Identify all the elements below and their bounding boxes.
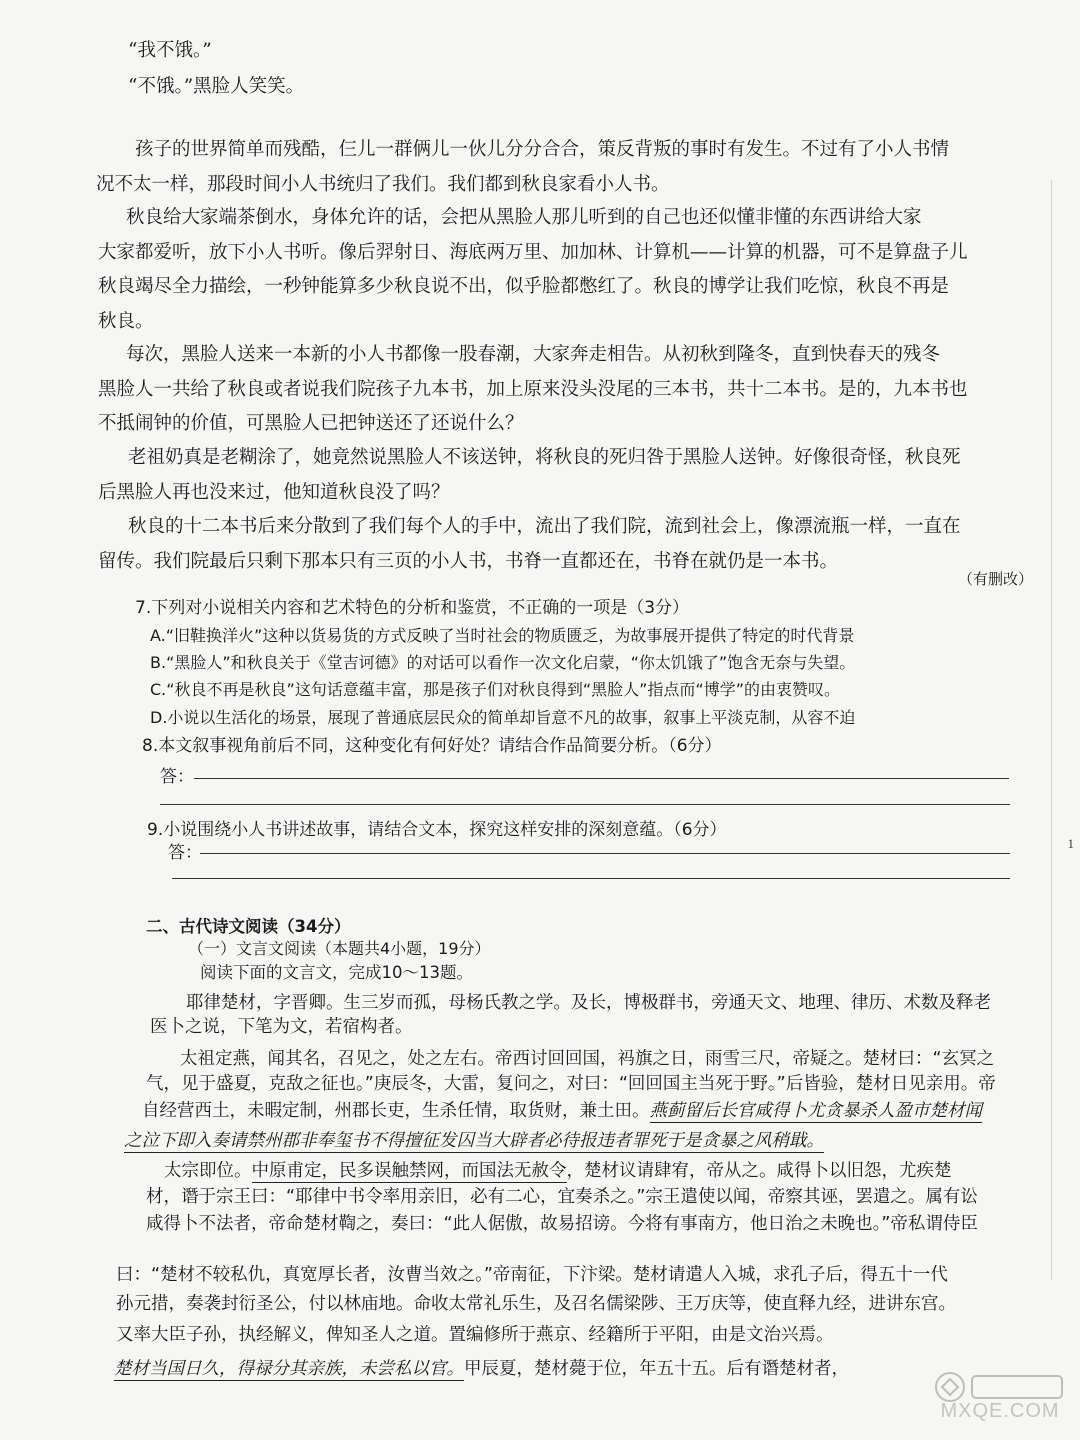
classical-line — [124, 1128, 824, 1154]
option-b: B.“黑脸人”和秋良关于《堂吉诃德》的对话可以看作一次文化启蒙，“你太饥饿了”饱含无奈与失望。 — [150, 653, 856, 672]
story-line: 孩子的世界简单而残酷，仨儿一群俩儿一伙儿分分合合，策反背叛的事时有发生。不过有了小人书情 — [135, 139, 950, 160]
underlined-phrase: 楚材当国日久，得禄分其亲族，未尝私以官。 — [114, 1359, 464, 1379]
watermark-logo — [930, 1370, 1070, 1432]
answer-line[interactable] — [172, 878, 1010, 879]
subsection-title: （一）文言文阅读（本题共4小题，19分） — [188, 939, 491, 958]
classical-line: 医卜之说，下笔为文，若宿构者。 — [150, 1017, 413, 1037]
underlined-phrase: 中原甫定，民多误触禁网，而国法无赦令 — [251, 1161, 567, 1181]
story-line: 老祖奶真是老糊涂了，她竟然说黑脸人不该送钟，将秋良的死归咎于黑脸人送钟。好像很奇怪，秋良死 — [128, 447, 961, 468]
classical-line — [114, 1356, 849, 1382]
answer-line[interactable] — [160, 804, 1010, 805]
classical-line: 材，谮于宗王曰：“耶律中书令率用亲旧，必有二心，宜奏杀之。”宗王遣使以闻，帝察其诬，罢遣之。属有讼 — [146, 1187, 978, 1207]
story-line: 后黑脸人再也没来过，他知道秋良没了吗？ — [98, 482, 450, 503]
answer-label: 答： — [160, 767, 194, 787]
question-9: 9.小说围绕小人书讲述故事，请结合文本，探究这样安排的深刻意蕴。（6分） — [147, 820, 727, 840]
underlined-passage: 之泣下即入奏请禁州郡非奉玺书不得擅征发囚当大辟者必待报违者罪死于是贪暴之风稍戢。 — [124, 1131, 824, 1151]
classical-line — [164, 1158, 952, 1184]
story-line: 大家都爱听，放下小人书听。像后羿射日、海底两万里、加加林、计算机——计算的机器，可不是算盘子儿 — [98, 242, 968, 263]
instruction: 阅读下面的文言文，完成10～13题。 — [200, 963, 473, 982]
section-title: 二、古代诗文阅读（34分） — [146, 917, 351, 936]
classical-line — [142, 1098, 982, 1124]
classical-line: 咸得卜不法者，帝命楚材鞫之，奏曰：“此人倨傲，故易招谤。今将有事南方，他日治之未晚也。”帝私谓侍臣 — [146, 1214, 978, 1234]
source-note: （有删改） — [958, 570, 1034, 588]
story-line: “不饿。”黑脸人笑笑。 — [128, 76, 305, 97]
story-line: 黑脸人一共给了秋良或者说我们院孩子九本书，加上原来没头没尾的三本书，共十二本书。是的，九本书也 — [98, 379, 968, 400]
watermark-text: MXQE.COM — [940, 1400, 1060, 1422]
classical-line: 孙元措，奏袭封衍圣公，付以林庙地。命收太常礼乐生，及召名儒梁陟、王万庆等，使直释九经，进讲东宫。 — [116, 1294, 956, 1314]
classical-text: ，楚材议请肆宥，帝从之。咸得卜以旧怨，尤疾楚 — [566, 1161, 952, 1181]
story-line: 秋良。 — [98, 311, 154, 332]
option-d: D.小说以生活化的场景，展现了普通底层民众的简单却旨意不凡的故事，叙事上平淡克制，从容不迫 — [150, 708, 856, 727]
story-line: 每次，黑脸人送来一本新的小人书都像一股春潮，大家奔走相告。从初秋到隆冬，直到快春天的残冬 — [126, 344, 941, 365]
classical-text: 甲辰夏，楚材薨于位，年五十五。后有谮楚材者， — [464, 1359, 849, 1379]
option-c: C.“秋良不再是秋良”这句话意蕴丰富，那是孩子们对秋良得到“黑脸人”指点而“博学”的由衷赞叹。 — [150, 680, 840, 699]
story-line: “我不饿。” — [128, 40, 212, 61]
classical-line: 又率大臣子孙，执经解义，俾知圣人之道。置编修所于燕京、经籍所于平阳，由是文治兴焉。 — [116, 1325, 834, 1345]
classical-line: 气，见于盛夏，克敌之征也。”庚辰冬，大雷，复问之，对曰：“回回国主当死于野。”后皆验，楚材日见亲用。帝 — [146, 1074, 996, 1094]
underlined-passage: 燕蓟留后长官咸得卜尤贪暴杀人盈市楚材闻 — [649, 1101, 982, 1121]
story-line: 留传。我们院最后只剩下那本只有三页的小人书，书脊一直都还在，书脊在就仍是一本书。 — [98, 551, 839, 572]
page-edge-line — [1051, 180, 1052, 1280]
answer-line[interactable] — [200, 853, 1010, 854]
watermark-icon — [930, 1370, 1070, 1404]
option-a: A.“旧鞋换洋火”这种以货易货的方式反映了当时社会的物质匮乏，为故事展开提供了特定的时代背景 — [150, 626, 855, 645]
classical-text: 太宗即位。 — [164, 1161, 252, 1181]
question-7: 7.下列对小说相关内容和艺术特色的分析和鉴赏，不正确的一项是（3分） — [135, 598, 690, 618]
classical-text: 自经营西土，未暇定制，州郡长吏，生杀任情，取货财，兼土田。 — [142, 1101, 650, 1121]
answer-label: 答： — [168, 843, 202, 863]
classical-line: 太祖定燕，闻其名，召见之，处之左右。帝西讨回回国，祃旗之日，雨雪三尺，帝疑之。楚材曰：“玄冥之 — [180, 1049, 995, 1069]
story-line: 秋良给大家端茶倒水，身体允许的话，会把从黑脸人那儿听到的自己也还似懂非懂的东西讲给大家 — [126, 207, 922, 228]
classical-line: 曰：“楚材不较私仇，真宽厚长者，汝曹当效之。”帝南征，下汴梁。楚材请遣人入城，求孔子后，得五十一代 — [116, 1265, 948, 1285]
margin-mark: 1 — [1067, 836, 1074, 851]
answer-line[interactable] — [194, 778, 1009, 779]
story-line: 秋良竭尽全力描绘，一秒钟能算多少秋良说不出，似乎脸都憋红了。秋良的博学让我们吃惊，秋良不再是 — [98, 276, 950, 297]
story-line: 秋良的十二本书后来分散到了我们每个人的手中，流出了我们院，流到社会上，像漂流瓶一样，一直在 — [128, 516, 961, 537]
story-line: 况不太一样，那段时间小人书统归了我们。我们都到秋良家看小人书。 — [96, 174, 670, 195]
story-line: 不抵闹钟的价值，可黑脸人已把钟送还了还说什么？ — [98, 413, 524, 434]
classical-line: 耶律楚材，字晋卿。生三岁而孤，母杨氏教之学。及长，博极群书，旁通天文、地理、律历、术数及释老 — [186, 993, 991, 1013]
question-8: 8.本文叙事视角前后不同，这种变化有何好处？请结合作品简要分析。（6分） — [142, 736, 722, 756]
